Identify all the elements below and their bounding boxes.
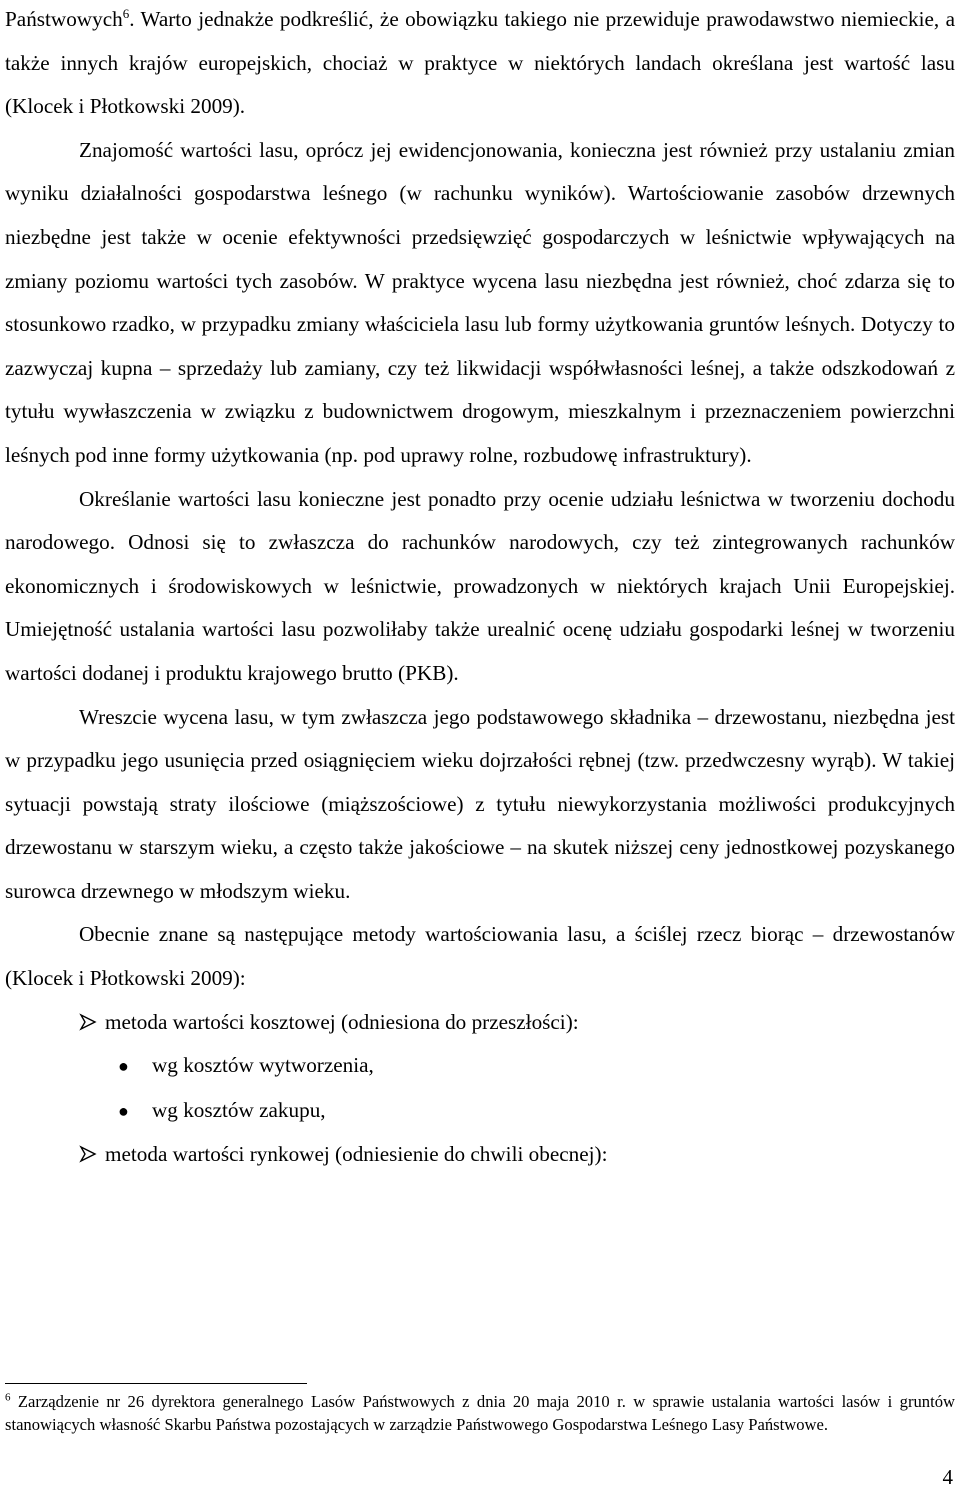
footnote-6 (5, 1390, 955, 1437)
paragraph-2: Określanie wartości lasu konieczne jest ponadto przy ocenie udziału leśnictwa w tworzeniu dochodu narodowego. Odnosi się to zwłaszcza do rachunków narodowych, czy też zintegrowanych rachunków ekonomicznych i środowiskowych w leśnictwie, prowadzonych w niektórych krajach Unii Europejskiej. Umiejętność ustalania wartości lasu pozwoliłaby także urealnić ocenę udziału gospodarki leśnej w tworzeniu wartości dodanej i produktu krajowego brutto (PKB). (5, 486, 955, 685)
list-item-label: metoda wartości kosztowej (odniesiona do przeszłości): (105, 1009, 579, 1034)
footnote-separator (5, 1383, 307, 1384)
footnote-number: 6 (5, 1391, 11, 1404)
paragraph-3: Wreszcie wycena lasu, w tym zwłaszcza jego podstawowego składnika – drzewostanu, niezbędna jest w przypadku jego usunięcia przed osiągnięciem wieku dojrzałości rębnej (tzw. przedwczesny wyrąb). W takiej sytuacji powstają straty ilościowe (miąższościowe) z tytułu niewykorzystania możliwości produkcyjnych drzewostanu w starszym wieku, a często także jakościowe – na skutek niższej ceny jednostkowej pozyskanego surowca drzewnego w młodszym wieku. (5, 704, 955, 903)
sub-list-item-purchase-cost (5, 1089, 955, 1134)
sub-list-item-production-cost (5, 1044, 955, 1089)
arrow-bullet-icon (79, 1133, 105, 1177)
arrow-bullet-icon (79, 1001, 105, 1045)
paragraph-0-post: . Warto jednakże podkreślić, że obowiązku takiego nie przewiduje prawodawstwo niemieckie, a także innych krajów europejskich, chociaż w praktyce w niektórych landach określana jest wartość lasu (Klocek i Płotkowski 2009). (5, 7, 955, 119)
list-item-cost-method (5, 1001, 955, 1045)
footnote-ref-6[interactable]: 6 (122, 5, 130, 21)
paragraph-continuation (5, 0, 955, 129)
page-number: 4 (942, 1465, 953, 1489)
document-page (5, 0, 955, 1177)
bullet-icon: ● (118, 1056, 129, 1077)
paragraph-0-pre: Państwowych (5, 7, 123, 31)
list-item-label: metoda wartości rynkowej (odniesienie do chwili obecnej): (105, 1142, 608, 1167)
sub-list-item-label: wg kosztów zakupu, (152, 1097, 326, 1122)
bullet-icon: ● (118, 1100, 129, 1121)
footnote-text: Zarządzenie nr 26 dyrektora generalnego Lasów Państwowych z dnia 20 maja 2010 r. w sprawie ustalania wartości lasów i gruntów stanowiących własność Skarbu Państwa pozostających w zarządzie Państwowego Gospodarstwa Leśnego Lasy Państwowe. (5, 1392, 955, 1435)
paragraph-1: Znajomość wartości lasu, oprócz jej ewidencjonowania, konieczna jest również przy ustalaniu zmian wyniku działalności gospodarstwa leśnego (w rachunku wyników). Wartościowanie zasobów drzewnych niezbędne jest także w ocenie efektywności przedsięwzięć gospodarczych w leśnictwie wpływających na zmiany poziomu wartości tych zasobów. W praktyce wycena lasu niezbędna jest również, choć zdarza się to stosunkowo rzadko, w przypadku zmiany właściciela lasu lub formy użytkowania gruntów leśnych. Dotyczy to zazwyczaj kupna – sprzedaży lub zamiany, czy też likwidacji współwłasności leśnej, a także odszkodowań z tytułu wywłaszczenia w związku z budownictwem drogowym, mieszkalnym i przeznaczeniem powierzchni leśnych pod inne formy użytkowania (np. pod uprawy rolne, rozbudowę infrastruktury). (5, 137, 955, 467)
list-item-market-method (5, 1133, 955, 1177)
paragraph-4: Obecnie znane są następujące metody wartościowania lasu, a ściślej rzecz biorąc – drzewostanów (Klocek i Płotkowski 2009): (5, 922, 955, 991)
sub-list-item-label: wg kosztów wytworzenia, (152, 1053, 374, 1078)
